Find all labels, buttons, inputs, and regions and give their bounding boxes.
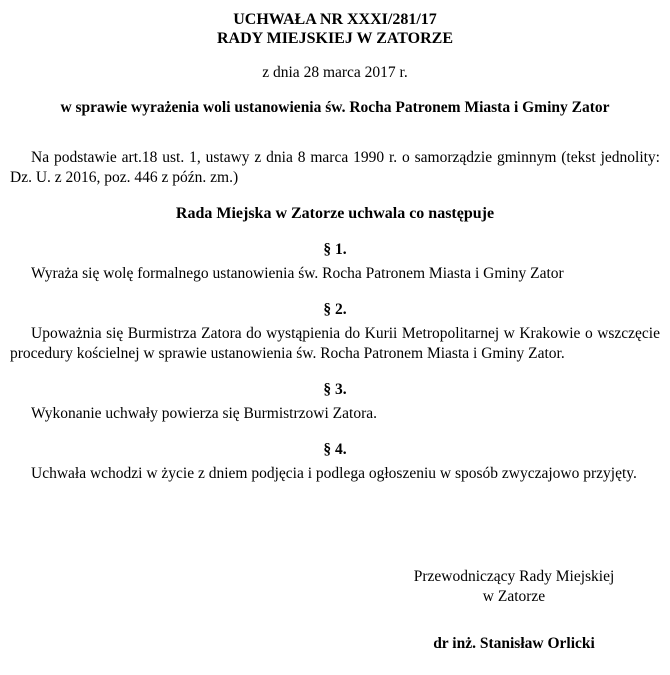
signatory-name: dr inż. Stanisław Orlicki [433,634,595,652]
section-2-number: § 2. [323,300,347,318]
document-subject: w sprawie wyrażenia woli ustanowienia św. Rocha Patronem Miasta i Gminy Zator [60,99,610,116]
section-2-text: Upoważnia się Burmistrza Zatora do wystąpienia do Kurii Metropolitarnej w Krakowie o wszczęcie procedury kościelnej w sprawie ustanowienia św. Rocha Patronem Miasta i Gminy Zator. [10,324,660,362]
signature-role-line2: w Zatorze [482,587,546,605]
section-2 [10,300,660,364]
section-1-number: § 1. [323,240,347,258]
document-date: z dnia 28 marca 2017 r. [262,64,408,81]
signature-block [374,567,654,654]
signature-role-line1: Przewodniczący Rady Miejskiej [413,567,615,585]
section-4-text: Uchwała wchodzi w życie z dniem podjęcia i podlega ogłoszeniu w sposób zwyczajowo przyjęty. [31,464,637,482]
section-3-number: § 3. [323,380,347,398]
section-1 [10,240,660,284]
resolution-heading: Rada Miejska w Zatorze uchwala co następuje [175,204,495,222]
legal-basis-paragraph: Na podstawie art.18 ust. 1, ustawy z dnia 8 marca 1990 r. o samorządzie gminnym (tekst jednolity: Dz. U. z 2016, poz. 446 z późn. zm.) [10,149,660,186]
section-3-text: Wykonanie uchwały powierza się Burmistrzowi Zatora. [31,404,377,422]
document-title-line1: UCHWAŁA NR XXXI/281/17 [233,11,437,28]
document-title-line2: RADY MIEJSKIEJ W ZATORZE [216,30,454,47]
section-1-text: Wyraża się wolę formalnego ustanowienia św. Rocha Patronem Miasta i Gminy Zator [31,264,564,282]
section-4-number: § 4. [323,440,347,458]
document-title [10,10,660,48]
section-3 [10,380,660,424]
section-4 [10,440,660,484]
